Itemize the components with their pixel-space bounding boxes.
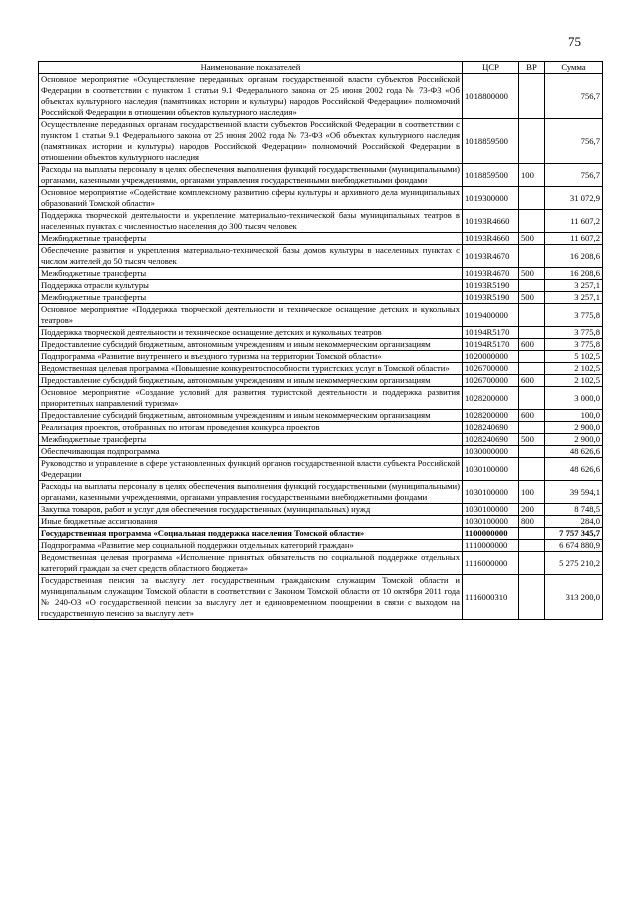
- row-vr-cell: 500: [519, 292, 545, 304]
- table-row: [39, 422, 603, 434]
- row-vr-cell: [519, 245, 545, 268]
- table-row: [39, 304, 603, 327]
- row-csr-cell: 1116000000: [463, 552, 519, 575]
- row-name-cell: Руководство и управление в сфере установленных функций органов государственной власти субъекта Российской Федерации: [39, 458, 463, 481]
- row-name-cell: Основное мероприятие «Поддержка творческой деятельности и техническое оснащение детских и кукольных театров»: [39, 304, 463, 327]
- row-name-cell: Основное мероприятие «Содействие комплексному развитию сферы культуры и архивного дела муниципальных образований Томской области»: [39, 187, 463, 210]
- row-csr-cell: 1019300000: [463, 187, 519, 210]
- row-csr-cell: 10193R4660: [463, 210, 519, 233]
- row-name-cell: Основное мероприятие «Создание условий для развития туристской деятельности и поддержка развития приоритетных направлений туризма»: [39, 387, 463, 410]
- row-sum-cell: 6 674 880,9: [545, 540, 603, 552]
- row-csr-cell: 1030100000: [463, 504, 519, 516]
- table-row: [39, 434, 603, 446]
- table-row: [39, 540, 603, 552]
- row-vr-cell: 600: [519, 375, 545, 387]
- row-sum-cell: 11 607,2: [545, 210, 603, 233]
- row-sum-cell: 48 626,6: [545, 446, 603, 458]
- row-sum-cell: 313 200,0: [545, 575, 603, 620]
- table-row: [39, 552, 603, 575]
- row-name-cell: Обеспечивающая подпрограмма: [39, 446, 463, 458]
- table-row: [39, 375, 603, 387]
- row-csr-cell: 10193R4660: [463, 233, 519, 245]
- row-csr-cell: 10193R5190: [463, 292, 519, 304]
- row-vr-cell: 500: [519, 268, 545, 280]
- row-vr-cell: 500: [519, 434, 545, 446]
- row-vr-cell: 100: [519, 481, 545, 504]
- row-sum-cell: 100,0: [545, 410, 603, 422]
- row-sum-cell: 48 626,6: [545, 458, 603, 481]
- row-csr-cell: 10193R4670: [463, 245, 519, 268]
- budget-table: [38, 61, 603, 620]
- row-sum-cell: 3 257,1: [545, 280, 603, 292]
- row-csr-cell: 1030000000: [463, 446, 519, 458]
- row-vr-cell: [519, 210, 545, 233]
- row-name-cell: Государственная пенсия за выслугу лет государственным гражданским служащим Томской области и муниципальным служащим Томской области в соответствии с Законом Томской области от 10 октября 2011 года № 240-ОЗ «О государственной пенсии за выслугу лет и единовременном поощрении в связи с выходом на государственную пенсию за выслугу лет»: [39, 575, 463, 620]
- row-sum-cell: 756,7: [545, 164, 603, 187]
- row-csr-cell: 1020000000: [463, 351, 519, 363]
- table-row: [39, 74, 603, 119]
- row-sum-cell: 16 208,6: [545, 245, 603, 268]
- table-row: [39, 575, 603, 620]
- row-csr-cell: 10194R5170: [463, 327, 519, 339]
- row-sum-cell: 756,7: [545, 74, 603, 119]
- table-row: [39, 268, 603, 280]
- row-name-cell: Основное мероприятие «Осуществление переданных органам государственной власти субъектов Российской Федерации в соответствии с пунктом 1 статьи 9.1 Федерального закона от 25 июня 2002 года № 73-ФЗ «Об объектах культурного наследия (памятниках истории и культуры) народов Российской Федерации» полномочий Российской Федерации в отношении объектов культурного наследия»: [39, 74, 463, 119]
- table-row: [39, 245, 603, 268]
- row-csr-cell: 10194R5170: [463, 339, 519, 351]
- row-vr-cell: [519, 363, 545, 375]
- row-sum-cell: 5 102,5: [545, 351, 603, 363]
- row-name-cell: Подпрограмма «Развитие мер социальной поддержки отдельных категорий граждан»: [39, 540, 463, 552]
- table-row: [39, 292, 603, 304]
- row-vr-cell: [519, 446, 545, 458]
- row-vr-cell: [519, 304, 545, 327]
- row-vr-cell: 100: [519, 164, 545, 187]
- row-csr-cell: 10193R5190: [463, 280, 519, 292]
- row-vr-cell: [519, 119, 545, 164]
- row-vr-cell: [519, 187, 545, 210]
- row-name-cell: Ведомственная целевая программа «Исполнение принятых обязательств по социальной поддержке отдельных категорий граждан за счет средств областного бюджета»: [39, 552, 463, 575]
- row-sum-cell: 5 275 210,2: [545, 552, 603, 575]
- row-sum-cell: 16 208,6: [545, 268, 603, 280]
- row-name-cell: Поддержка творческой деятельности и техническое оснащение детских и кукольных театров: [39, 327, 463, 339]
- table-row: [39, 233, 603, 245]
- row-sum-cell: 8 748,5: [545, 504, 603, 516]
- row-name-cell: Подпрограмма «Развитие внутреннего и въездного туризма на территории Томской области»: [39, 351, 463, 363]
- row-sum-cell: 2 900,0: [545, 422, 603, 434]
- row-name-cell: Расходы на выплаты персоналу в целях обеспечения выполнения функций государственными (муниципальными) органами, казенными учреждениями, органами управления государственными внебюджетными фондами: [39, 164, 463, 187]
- row-name-cell: Иные бюджетные ассигнования: [39, 516, 463, 528]
- row-csr-cell: 1028200000: [463, 387, 519, 410]
- table-row: [39, 458, 603, 481]
- table-row: [39, 504, 603, 516]
- row-csr-cell: 1026700000: [463, 375, 519, 387]
- row-name-cell: Предоставление субсидий бюджетным, автономным учреждениям и иным некоммерческим организациям: [39, 375, 463, 387]
- table-row: [39, 351, 603, 363]
- row-name-cell: Ведомственная целевая программа «Повышение конкурентоспособности туристских услуг в Томской области»: [39, 363, 463, 375]
- table-row: [39, 119, 603, 164]
- table-row: [39, 528, 603, 540]
- row-sum-cell: 2 900,0: [545, 434, 603, 446]
- table-row: [39, 280, 603, 292]
- row-name-cell: Закупка товаров, работ и услуг для обеспечения государственных (муниципальных) нужд: [39, 504, 463, 516]
- row-vr-cell: [519, 575, 545, 620]
- table-row: [39, 410, 603, 422]
- row-vr-cell: [519, 422, 545, 434]
- row-name-cell: Межбюджетные трансферты: [39, 233, 463, 245]
- row-name-cell: Реализация проектов, отобранных по итогам проведения конкурса проектов: [39, 422, 463, 434]
- row-vr-cell: [519, 74, 545, 119]
- row-csr-cell: 1030100000: [463, 516, 519, 528]
- row-sum-cell: 31 072,9: [545, 187, 603, 210]
- row-csr-cell: 1110000000: [463, 540, 519, 552]
- row-name-cell: Межбюджетные трансферты: [39, 292, 463, 304]
- row-name-cell: Поддержка отрасли культуры: [39, 280, 463, 292]
- table-row: [39, 446, 603, 458]
- row-vr-cell: [519, 458, 545, 481]
- row-vr-cell: 200: [519, 504, 545, 516]
- row-name-cell: Межбюджетные трансферты: [39, 268, 463, 280]
- row-name-cell: Предоставление субсидий бюджетным, автономным учреждениям и иным некоммерческим организациям: [39, 339, 463, 351]
- row-vr-cell: [519, 528, 545, 540]
- row-vr-cell: [519, 351, 545, 363]
- row-name-cell: Обеспечение развития и укрепления материально-технической базы домов культуры в населенных пунктах с числом жителей до 50 тысяч человек: [39, 245, 463, 268]
- row-sum-cell: 2 102,5: [545, 363, 603, 375]
- row-name-cell: Предоставление субсидий бюджетным, автономным учреждениям и иным некоммерческим организациям: [39, 410, 463, 422]
- table-row: [39, 164, 603, 187]
- row-sum-cell: 3 257,1: [545, 292, 603, 304]
- table-body: [39, 74, 603, 620]
- row-csr-cell: 1018800000: [463, 74, 519, 119]
- row-sum-cell: 7 757 345,7: [545, 528, 603, 540]
- table-row: [39, 187, 603, 210]
- row-sum-cell: 3 000,0: [545, 387, 603, 410]
- row-sum-cell: 2 102,5: [545, 375, 603, 387]
- row-sum-cell: 3 775,8: [545, 339, 603, 351]
- table-row: [39, 481, 603, 504]
- row-vr-cell: [519, 552, 545, 575]
- row-csr-cell: 10193R4670: [463, 268, 519, 280]
- row-name-cell: Осуществление переданных органам государственной власти субъектов Российской Федерации в соответствии с пунктом 1 статьи 9.1 Федерального закона от 25 июня 2002 года № 73-ФЗ «Об объектах культурного наследия (памятниках истории и культуры) народов Российской Федерации» полномочий Российской Федерации в отношении объектов культурного наследия: [39, 119, 463, 164]
- row-csr-cell: 1028200000: [463, 410, 519, 422]
- table-row: [39, 339, 603, 351]
- row-csr-cell: 1018859500: [463, 164, 519, 187]
- row-vr-cell: [519, 327, 545, 339]
- row-vr-cell: 800: [519, 516, 545, 528]
- row-name-cell: Государственная программа «Социальная поддержка населения Томской области»: [39, 528, 463, 540]
- row-csr-cell: 1018859500: [463, 119, 519, 164]
- row-csr-cell: 1028240690: [463, 422, 519, 434]
- column-header-sum: Сумма: [545, 62, 603, 74]
- row-csr-cell: 1030100000: [463, 481, 519, 504]
- column-header-csr: ЦСР: [463, 62, 519, 74]
- column-header-vr: ВР: [519, 62, 545, 74]
- row-csr-cell: 1019400000: [463, 304, 519, 327]
- row-sum-cell: 11 607,2: [545, 233, 603, 245]
- table-row: [39, 387, 603, 410]
- row-sum-cell: 39 594,1: [545, 481, 603, 504]
- row-vr-cell: [519, 280, 545, 292]
- row-csr-cell: 1116000310: [463, 575, 519, 620]
- table-row: [39, 327, 603, 339]
- row-sum-cell: 284,0: [545, 516, 603, 528]
- table-row: [39, 516, 603, 528]
- table-header-row: [39, 62, 603, 74]
- row-sum-cell: 756,7: [545, 119, 603, 164]
- row-csr-cell: 1026700000: [463, 363, 519, 375]
- table-row: [39, 363, 603, 375]
- row-vr-cell: 500: [519, 233, 545, 245]
- column-header-name: Наименование показателей: [39, 62, 463, 74]
- row-vr-cell: [519, 387, 545, 410]
- row-vr-cell: 600: [519, 339, 545, 351]
- row-csr-cell: 1100000000: [463, 528, 519, 540]
- row-vr-cell: 600: [519, 410, 545, 422]
- row-name-cell: Расходы на выплаты персоналу в целях обеспечения выполнения функций государственными (муниципальными) органами, казенными учреждениями, органами управления государственными внебюджетными фондами: [39, 481, 463, 504]
- row-name-cell: Поддержка творческой деятельности и укрепление материально-технической базы муниципальных театров в населенных пунктах с численностью населения до 300 тысяч человек: [39, 210, 463, 233]
- page-number: 75: [568, 34, 581, 49]
- row-csr-cell: 1030100000: [463, 458, 519, 481]
- row-vr-cell: [519, 540, 545, 552]
- row-csr-cell: 1028240690: [463, 434, 519, 446]
- table-row: [39, 210, 603, 233]
- row-name-cell: Межбюджетные трансферты: [39, 434, 463, 446]
- row-sum-cell: 3 775,8: [545, 327, 603, 339]
- row-sum-cell: 3 775,8: [545, 304, 603, 327]
